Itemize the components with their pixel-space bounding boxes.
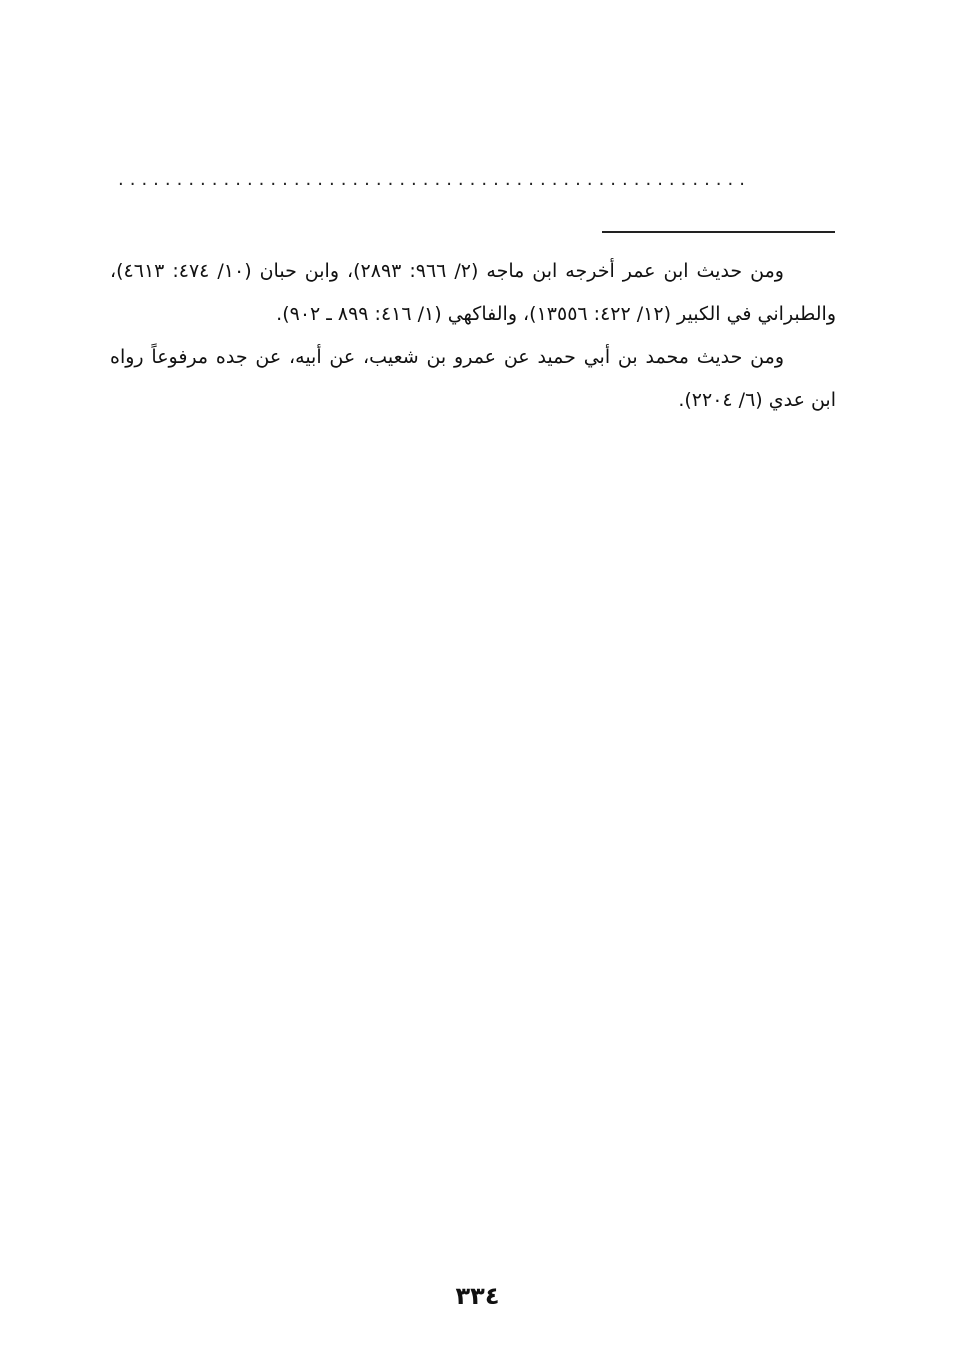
page-number: ٣٣٤ <box>455 1282 500 1310</box>
footnote-muhammad-ibn-abi-humayd: ومن حديث محمد بن أبي حميد عن عمرو بن شعيب، عن أبيه، عن جده مرفوعاً رواه ابن عدي (٦/ ٢٢٠٤). <box>110 346 836 411</box>
dotted-separator: ...................................................... <box>118 169 751 190</box>
footnote-ibn-umar: ومن حديث ابن عمر أخرجه ابن ماجه (٢/ ٩٦٦: ٢٨٩٣)، وابن حبان (١٠/ ٤٧٤: ٤٦١٣)، والطبراني في الكبير (١٢/ ٤٢٢: ١٣٥٥٦)، والفاكهي (١/ ٤١٦: ٨٩٩ ـ ٩٠٢). <box>110 260 836 325</box>
footnote-rule <box>602 231 835 233</box>
footnotes-section <box>110 250 836 422</box>
